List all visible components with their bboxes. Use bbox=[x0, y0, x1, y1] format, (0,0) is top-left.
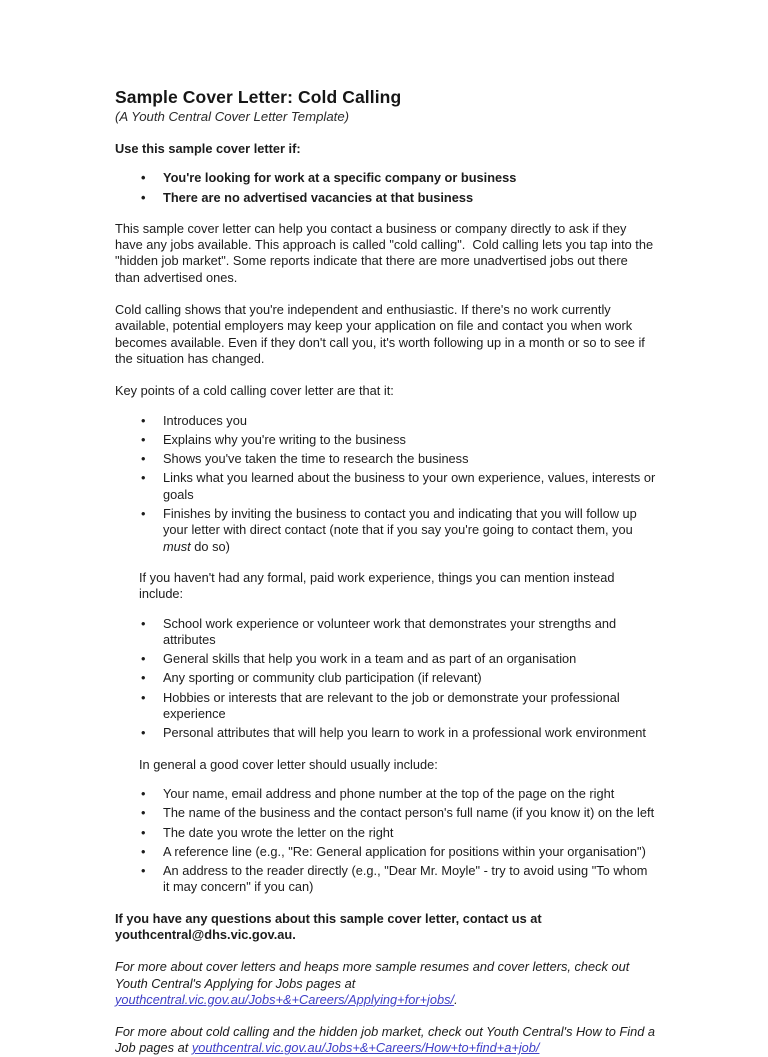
bullet-glyph: • bbox=[141, 725, 146, 741]
list-item-text-post: do so) bbox=[190, 538, 230, 554]
list-item bbox=[115, 670, 656, 686]
list-item bbox=[115, 863, 656, 896]
list-item bbox=[115, 413, 656, 429]
list-item-text: Any sporting or community club participation (if relevant) bbox=[163, 670, 482, 686]
list-item bbox=[115, 690, 656, 723]
list-item bbox=[115, 844, 656, 860]
paragraph-more-cold-calling bbox=[115, 1024, 659, 1057]
paragraph-text-pre: For more about cold calling and the hidden job market, check out Youth Central's How to Find a Job pages at bbox=[115, 1024, 659, 1056]
paragraph-contact: If you have any questions about this sample cover letter, contact us at youthcentral@dhs.vic.gov.au. bbox=[115, 910, 546, 942]
bullet-list-no-experience bbox=[115, 616, 656, 742]
list-item bbox=[115, 651, 656, 667]
emphasis-word: must bbox=[163, 538, 191, 554]
bullet-glyph: • bbox=[141, 824, 146, 840]
paragraph-more-cover-letters bbox=[115, 959, 656, 1008]
bullet-glyph: • bbox=[141, 863, 146, 879]
list-item bbox=[115, 805, 656, 821]
list-item-text-pre: Finishes by inviting the business to contact you and indicating that you will follow up your letter with direct contact (note that if you say you're going to contact them, you bbox=[163, 506, 641, 538]
list-item-text: You're looking for work at a specific company or business bbox=[163, 170, 517, 186]
bullet-glyph: • bbox=[141, 843, 146, 859]
list-item bbox=[115, 170, 656, 186]
document-title: Sample Cover Letter: Cold Calling bbox=[115, 87, 402, 107]
list-item bbox=[115, 616, 656, 649]
list-item bbox=[115, 451, 656, 467]
list-item-text: The name of the business and the contact person's full name (if you know it) on the left bbox=[163, 805, 655, 821]
list-item-text: Links what you learned about the business to your own experience, values, interests or goals bbox=[163, 470, 659, 502]
document-subtitle: (A Youth Central Cover Letter Template) bbox=[115, 109, 350, 124]
list-item-text: Introduces you bbox=[163, 412, 247, 428]
bullet-glyph: • bbox=[141, 670, 146, 686]
bullet-glyph: • bbox=[141, 189, 146, 205]
list-item-text: Hobbies or interests that are relevant to the job or demonstrate your professional experience bbox=[163, 689, 624, 722]
section-heading-general: In general a good cover letter should usually include: bbox=[139, 756, 438, 772]
paragraph-cold-calling-intro: This sample cover letter can help you contact a business or company directly to ask if they have any jobs available. This approach is called "cold calling". Cold calling lets you tap into the "hidden job market". Some reports indicate that there are more unadvertised jobs out there than advertised ones. bbox=[115, 220, 657, 285]
list-item-text: Shows you've taken the time to research the business bbox=[163, 451, 469, 467]
list-item-text bbox=[163, 506, 656, 555]
list-item bbox=[115, 786, 656, 802]
section-heading-no-experience: If you haven't had any formal, paid work experience, things you can mention instead include: bbox=[139, 569, 619, 602]
paragraph-text-post: . bbox=[454, 991, 458, 1007]
section-heading-key-points: Key points of a cold calling cover letter are that it: bbox=[115, 383, 394, 399]
bullet-glyph: • bbox=[141, 470, 146, 486]
list-item-text: Personal attributes that will help you learn to work in a professional work environment bbox=[163, 725, 646, 741]
bullet-glyph: • bbox=[141, 431, 146, 447]
list-item-text: Explains why you're writing to the business bbox=[163, 431, 406, 447]
link-how-to-find-a-job[interactable]: youthcentral.vic.gov.au/Jobs+&+Careers/How+to+find+a+job/ bbox=[191, 1040, 540, 1056]
bullet-glyph: • bbox=[141, 170, 146, 186]
bullet-glyph: • bbox=[141, 412, 146, 428]
bullet-glyph: • bbox=[141, 651, 146, 667]
list-item-text: General skills that help you work in a team and as part of an organisation bbox=[163, 651, 577, 667]
paragraph-text-pre: For more about cover letters and heaps more sample resumes and cover letters, check out Youth Central's Applying for Jobs pages at bbox=[115, 959, 633, 991]
bullet-glyph: • bbox=[141, 785, 146, 801]
section-heading-use: Use this sample cover letter if: bbox=[115, 141, 301, 156]
bullet-list-general bbox=[115, 786, 656, 896]
link-applying-for-jobs[interactable]: youthcentral.vic.gov.au/Jobs+&+Careers/Applying+for+jobs/ bbox=[115, 991, 455, 1007]
bullet-glyph: • bbox=[141, 689, 146, 705]
list-item bbox=[115, 432, 656, 448]
list-item-text: Your name, email address and phone number at the top of the page on the right bbox=[163, 785, 615, 801]
bullet-glyph: • bbox=[141, 451, 146, 467]
bullet-list-key-points bbox=[115, 412, 659, 555]
list-item-text: The date you wrote the letter on the right bbox=[163, 824, 394, 840]
paragraph-independent: Cold calling shows that you're independent and enthusiastic. If there's no work currently available, potential employers may keep your application on file and contact you when work becomes available. Even if they don't call you, it's worth following up in a month or so to see if the situation has changed. bbox=[115, 302, 649, 366]
list-item-text: There are no advertised vacancies at that business bbox=[163, 189, 474, 205]
bullet-glyph: • bbox=[141, 506, 146, 522]
list-item-text: School work experience or volunteer work that demonstrates your strengths and attributes bbox=[163, 615, 620, 647]
bullet-list-use bbox=[115, 170, 656, 206]
list-item bbox=[115, 825, 656, 841]
bullet-glyph: • bbox=[141, 805, 146, 821]
bullet-glyph: • bbox=[141, 615, 146, 631]
list-item-text: An address to the reader directly (e.g., "Dear Mr. Moyle" - try to avoid using "To whom it may concern" if you can) bbox=[163, 863, 652, 895]
list-item bbox=[115, 470, 659, 503]
list-item bbox=[115, 506, 656, 555]
list-item-text: A reference line (e.g., "Re: General application for positions within your organisation") bbox=[163, 843, 646, 859]
list-item bbox=[115, 190, 656, 206]
list-item bbox=[115, 725, 656, 741]
